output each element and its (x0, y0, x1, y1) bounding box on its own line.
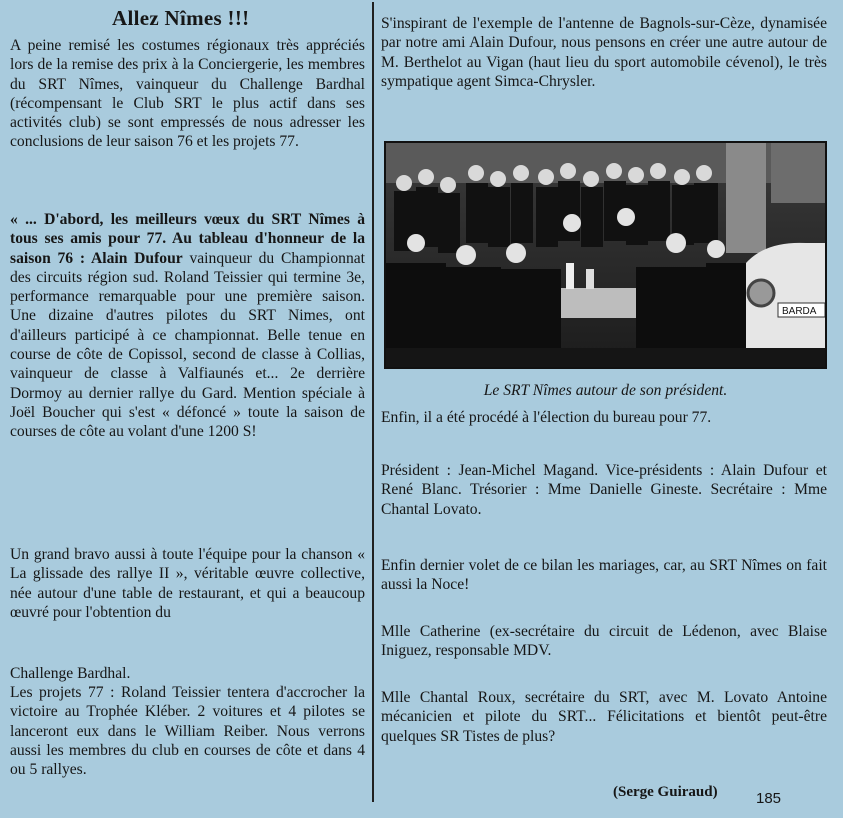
mariages-paragraph: Enfin dernier volet de ce bilan les mariages, car, au SRT Nîmes on fait aussi la Noce! (381, 557, 827, 594)
quote-paragraph (10, 210, 365, 442)
chantal-paragraph: Mlle Chantal Roux, secrétaire du SRT, avec M. Lovato Antoine mécanicien et pilote du SRT... Félicitations et bientôt peut-être quelques SR Tistes de plus? (381, 689, 827, 745)
article-title: Allez Nîmes !!! (112, 6, 250, 30)
projets-paragraph: Les projets 77 : Roland Teissier tentera d'accrocher la victoire au Trophée Kléber. 2 voitures et 4 pilotes se lanceront eux dans le William Reiber. Nous verrons aussi les membres du club en courses de côte et dans 4 ou 5 rallyes. (10, 684, 365, 779)
election-paragraph: Enfin, il a été procédé à l'élection du bureau pour 77. (381, 409, 712, 426)
page-number: 185 (756, 790, 782, 807)
group-photo (384, 141, 827, 369)
bureau-paragraph: Président : Jean-Michel Magand. Vice-présidents : Alain Dufour et René Blanc. Trésorier : Mme Danielle Gineste. Secrétaire : Mme Chantal Lovato. (381, 462, 827, 518)
intro-paragraph: A peine remisé les costumes régionaux très appréciés lors de la remise des prix à la Conciergerie, les membres du SRT Nîmes, vainqueur du Challenge Bardhal (récompensant le Club SRT le plus actif dans ses activités club) se sont empressés de nous adresser les conclusions de leur saison 76 et les projets 77. (10, 37, 365, 151)
car-sign-text: BARDA (782, 306, 817, 317)
quote-rest-text: vainqueur du Championnat des circuits région sud. Roland Teissier qui termine 3e, performance remarquable pour une première saison. Une dizaine d'autres pilotes du SRT Nimes, ont d'ailleurs participé à ce championnat. Belle tenue en course de côte de Copissol, second de classe à Collias, vainqueur de classe à Valfiaunés et... 2e derrière Dormoy au dernier rallye du Gard. Mention spéciale à Joël Boucher qui s'est « défoncé » toute la saison de courses de côte au volant d'une 1200 S! (10, 249, 365, 441)
inspire-paragraph: S'inspirant de l'exemple de l'antenne de Bagnols-sur-Cèze, dynamisée par notre ami Alain Dufour, nous pensons en créer une autre autour de M. Berthelot au Vigan (haut lieu du sport automobile cévenol), le très sympatique agent Simca-Chrysler. (381, 15, 827, 90)
photo-caption: Le SRT Nîmes autour de son président. (483, 382, 728, 399)
bravo-paragraph: Un grand bravo aussi à toute l'équipe pour la chanson « La glissade des rallye II », véritable œuvre collective, née autour d'une table de restaurant, et qui a beaucoup œuvré pour l'obtention du (10, 546, 365, 621)
author-signature: (Serge Guiraud) (613, 784, 718, 800)
group-photo-image (386, 143, 825, 367)
quote-bold-text: « ... D'abord, les meilleurs vœux du SRT Nîmes à tous ses amis pour 77. Au tableau d'honneur de la saison 76 : Alain Dufour (10, 211, 365, 267)
catherine-paragraph: Mlle Catherine (ex-secrétaire du circuit de Lédenon, avec Blaise Iniguez, responsable MDV. (381, 623, 827, 660)
challenge-line: Challenge Bardhal. (10, 665, 131, 682)
column-divider (372, 2, 374, 802)
